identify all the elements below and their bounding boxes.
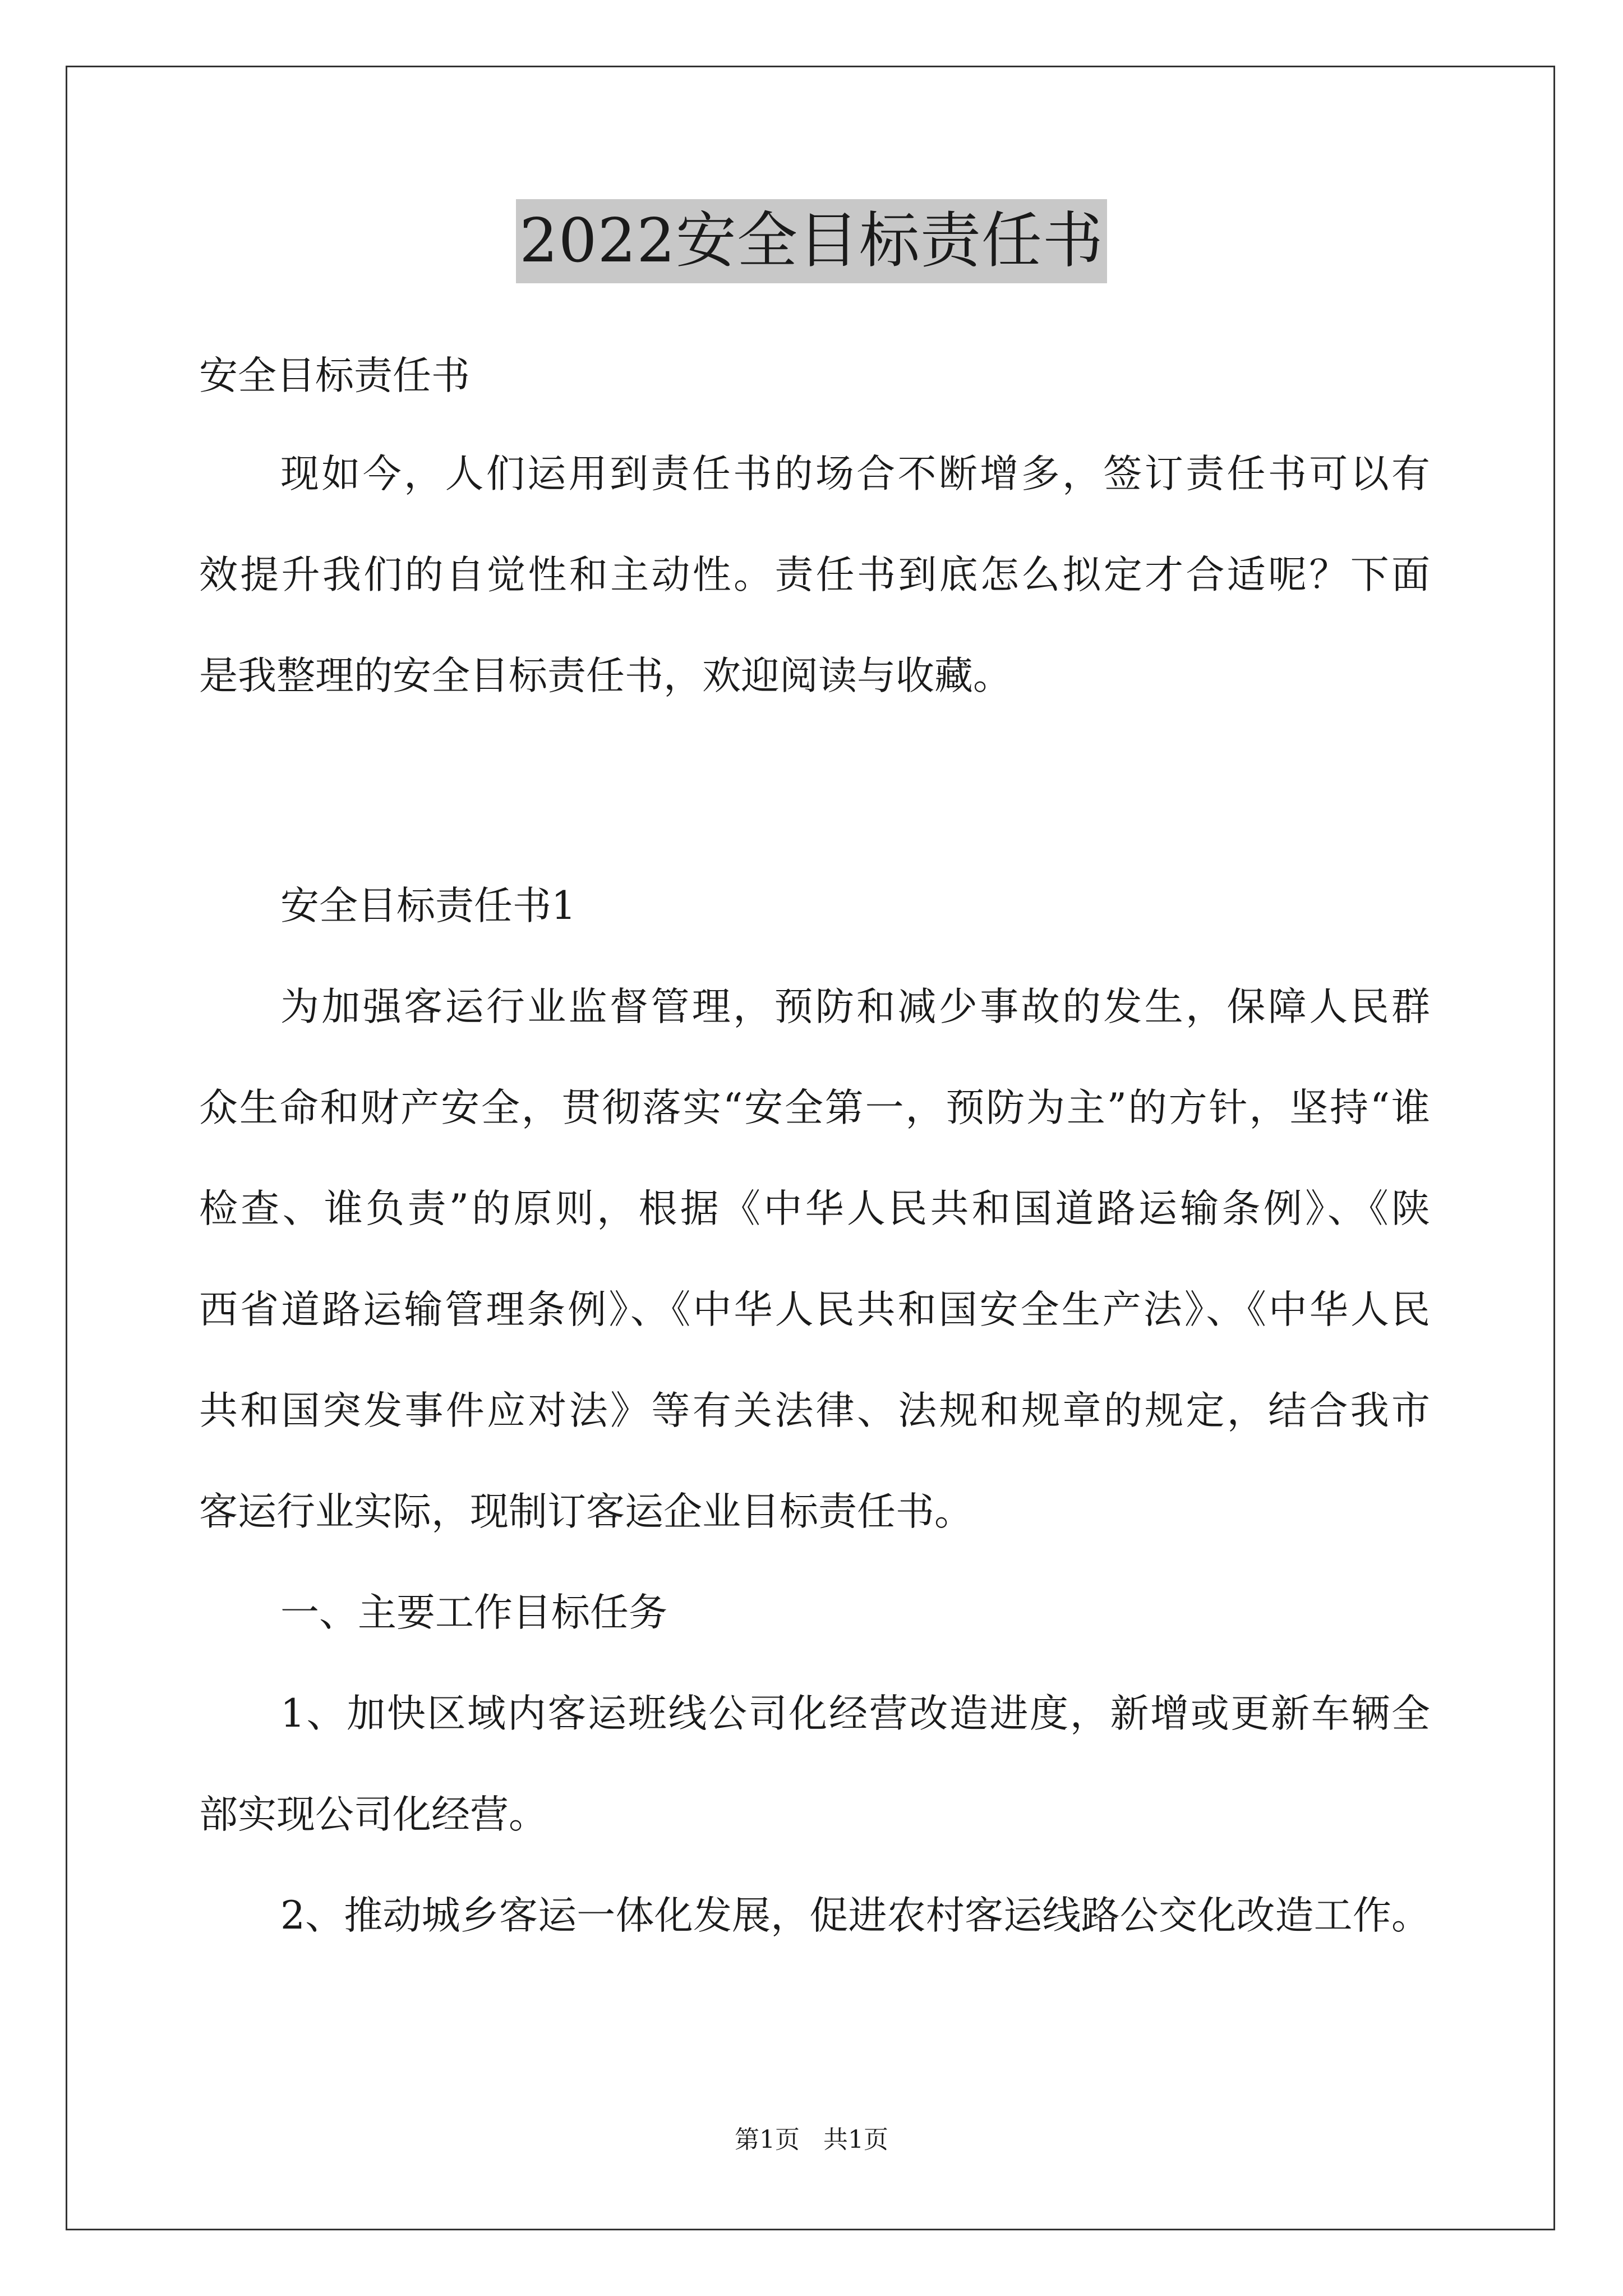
title-container xyxy=(0,199,1623,283)
document-title: 2022安全目标责任书 xyxy=(516,199,1107,283)
item-2-line-1: 2、推动城乡客运一体化发展，促进农村客运线路公交化改造工作。 xyxy=(280,1893,1430,1938)
body-line-2: 众生命和财产安全，贯彻落实“安全第一，预防为主”的方针，坚持“谁 xyxy=(199,1085,1430,1130)
subtitle-line: 安全目标责任书 xyxy=(199,353,470,398)
section-heading-2: 一、主要工作目标任务 xyxy=(280,1590,667,1635)
item-1-line-1: 1、加快区域内客运班线公司化经营改造进度，新增或更新车辆全 xyxy=(280,1691,1430,1736)
body-line-6: 客运行业实际，现制订客运企业目标责任书。 xyxy=(199,1489,973,1534)
intro-line-3: 是我整理的安全目标责任书，欢迎阅读与收藏。 xyxy=(199,654,1012,698)
section-heading-1: 安全目标责任书1 xyxy=(280,884,576,928)
body-line-4: 西省道路运输管理条例》、《中华人民共和国安全生产法》、《中华人民 xyxy=(199,1287,1430,1332)
intro-line-1: 现如今，人们运用到责任书的场合不断增多，签订责任书可以有 xyxy=(280,452,1430,496)
body-line-5: 共和国突发事件应对法》等有关法律、法规和规章的规定，结合我市 xyxy=(199,1388,1430,1433)
item-1-line-2: 部实现公司化经营。 xyxy=(199,1792,547,1837)
page-number: 第1页 共1页 xyxy=(735,2125,888,2154)
intro-line-2: 效提升我们的自觉性和主动性。责任书到底怎么拟定才合适呢？下面 xyxy=(199,553,1430,597)
body-line-1: 为加强客运行业监督管理，预防和减少事故的发生，保障人民群 xyxy=(280,984,1430,1029)
body-line-3: 检查、谁负责”的原则，根据《中华人民共和国道路运输条例》、《陕 xyxy=(199,1186,1430,1231)
